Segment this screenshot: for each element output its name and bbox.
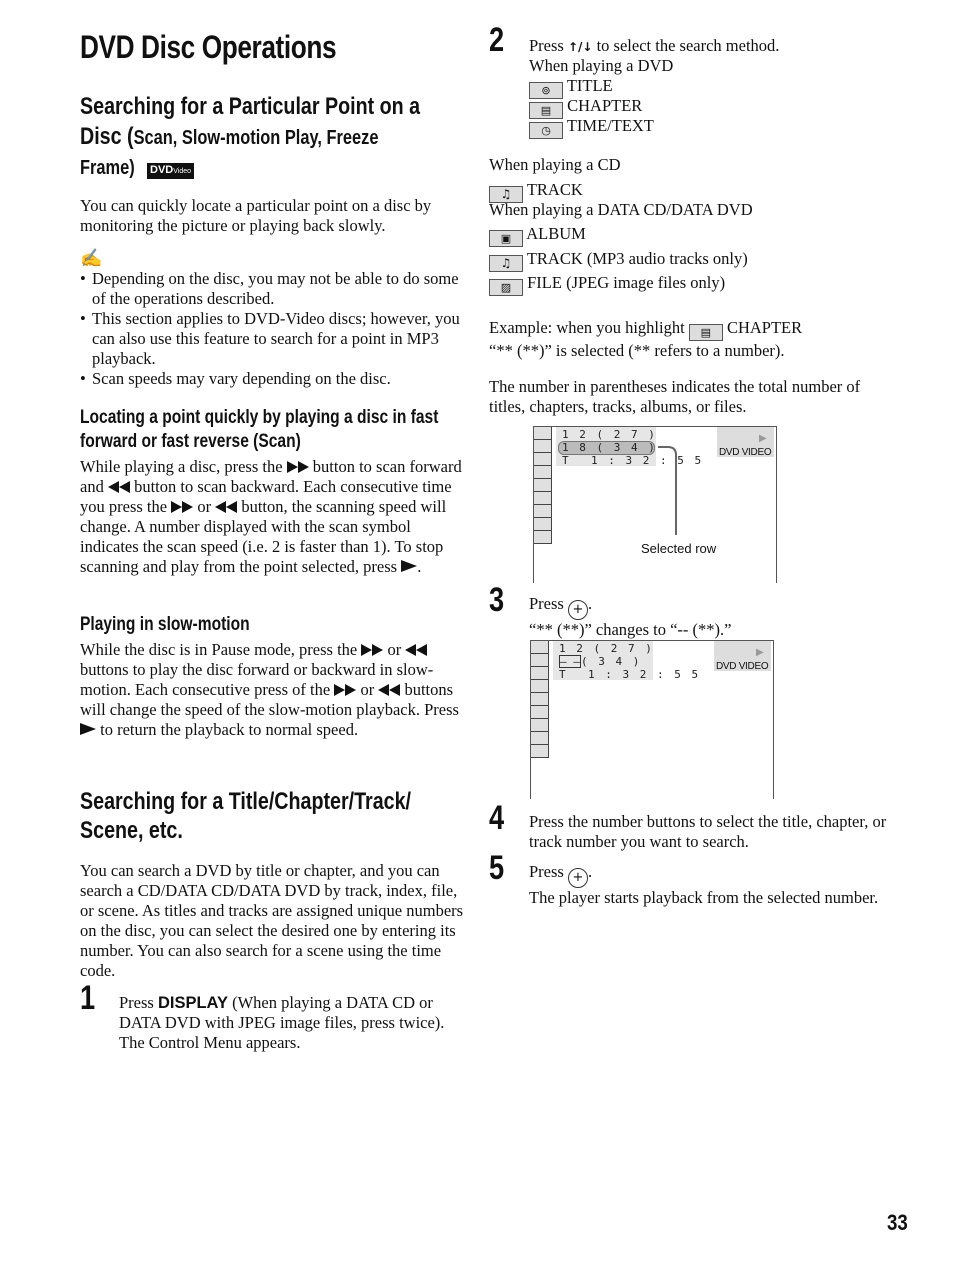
section1-intro: You can quickly locate a particular point on a disc by monitoring the picture or playing back slowly. xyxy=(80,196,432,235)
control-menu-screen-2 xyxy=(530,640,774,799)
selected-row-callout: Selected row xyxy=(641,541,717,556)
step2-line1: Press ↑/↓ to select the search method. xyxy=(529,36,780,55)
osd-chapter-row: ( 3 4 ) xyxy=(581,655,642,668)
list-item: TRACK (MP3 audio tracks only) xyxy=(526,249,748,268)
note-icon: ✍ xyxy=(80,248,103,268)
disc-type-label: DVD VIDEO xyxy=(716,661,769,672)
example-text: Example: when you highlight ▤ CHAPTER “** (**)” is selected (** refers to a number). xyxy=(489,318,803,360)
osd-input-dash: – – xyxy=(560,655,580,668)
slow-heading: Playing in slow-motion xyxy=(80,614,250,635)
section1-title-line2 xyxy=(80,122,378,153)
dvd-items xyxy=(529,76,889,136)
enter-button-icon: + xyxy=(568,868,588,888)
list-item: TRACK xyxy=(526,180,583,199)
slow-forward-icon xyxy=(361,644,383,656)
time-text-icon: ◷ xyxy=(529,122,563,139)
list-item: TITLE xyxy=(566,76,613,95)
cd-label: When playing a CD xyxy=(489,155,621,174)
chapter-icon: ▤ xyxy=(689,324,723,341)
chapter-icon: ▤ xyxy=(529,102,563,119)
data-label: When playing a DATA CD/DATA DVD xyxy=(489,200,753,219)
dvd-video-badge: DVDVideo xyxy=(147,160,194,180)
osd-title-row: 1 2 ( 2 7 ) xyxy=(559,642,654,655)
list-item: • Scan speeds may vary depending on the disc. xyxy=(80,369,465,389)
slow-paragraph: While the disc is in Pause mode, press the or buttons to play the disc forward or backward in slow-motion. Each consecutive press of the or buttons will change the speed of the slow-motion playback. Press to return the playback to normal speed. xyxy=(80,640,459,739)
fast-reverse-icon xyxy=(215,501,237,513)
list-item: TIME/TEXT xyxy=(566,116,654,135)
play-status-icon: ▶ xyxy=(759,433,767,444)
section1-title-line3 xyxy=(80,152,135,183)
list-item: • This section applies to DVD-Video discs; however, you can also use this feature to search for a point in MP3 playback. xyxy=(80,309,465,369)
slow-reverse-icon xyxy=(405,644,427,656)
step1-number: 1 xyxy=(80,979,96,1017)
play-icon xyxy=(80,723,96,735)
dvd-label: When playing a DVD xyxy=(529,56,674,75)
slow-forward-icon xyxy=(334,684,356,696)
callout-line xyxy=(534,427,776,583)
osd-chapter-row: 1 8 ( 3 4 ) xyxy=(562,441,657,454)
scan-heading: Locating a point quickly by playing a disc in fast forward or fast reverse (Scan) xyxy=(80,407,439,452)
slow-reverse-icon xyxy=(378,684,400,696)
list-item: ALBUM xyxy=(526,224,586,243)
title-icon: ⊚ xyxy=(529,82,563,99)
enter-button-icon: + xyxy=(568,600,588,620)
step5-text: Press + . The player starts playback from the selected number. xyxy=(529,862,879,907)
step5-number: 5 xyxy=(489,849,505,887)
track-icon: ♫ xyxy=(489,186,523,203)
paren-note: The number in parentheses indicates the total number of titles, chapters, tracks, albums, or files. xyxy=(489,377,861,416)
track-icon: ♫ xyxy=(489,255,523,272)
osd-time: 1 : 3 2 : 5 5 xyxy=(588,668,701,681)
scan-paragraph: While playing a disc, press the button to scan forward and button to scan backward. Each consecutive time you press the or button, the scanning speed will change. A number displayed with the scan symbol indicates the scan speed (i.e. 2 is faster than 1). To stop scanning and play from the point selected, press . xyxy=(80,457,462,576)
fast-reverse-icon xyxy=(108,481,130,493)
step3-number: 3 xyxy=(489,581,505,619)
up-down-arrow-icon: ↑/↓ xyxy=(567,40,593,54)
section1-title-sub2: Frame) xyxy=(80,157,135,179)
section1-title-disc: Disc ( xyxy=(80,123,134,150)
step4-number: 4 xyxy=(489,799,505,837)
file-icon: ▨ xyxy=(489,279,523,296)
step1-text: Press DISPLAY (When playing a DATA CD or DATA DVD with JPEG image files, press twice). The Control Menu appears. xyxy=(119,993,445,1052)
osd-title-row: 1 2 ( 2 7 ) xyxy=(562,428,657,441)
play-icon xyxy=(401,560,417,572)
note-bullets xyxy=(80,269,465,389)
section1-title-main: Searching for a Particular Point on a xyxy=(80,93,421,120)
album-icon: ▣ xyxy=(489,230,523,247)
osd-time-label: T xyxy=(559,668,568,681)
fast-forward-icon xyxy=(287,461,309,473)
play-status-icon: ▶ xyxy=(756,647,764,658)
section1-title-sub1: Scan, Slow-motion Play, Freeze xyxy=(133,127,379,149)
disc-type-label: DVD VIDEO xyxy=(719,447,772,458)
section2-title-line1: Searching for a Title/Chapter/Track/ xyxy=(80,788,412,815)
control-menu-screen-1 xyxy=(533,426,777,583)
section1-title xyxy=(80,92,420,122)
data-items xyxy=(489,224,889,297)
display-button-label: DISPLAY xyxy=(157,994,228,1012)
page-number: 33 xyxy=(887,1210,908,1235)
list-item: • Depending on the disc, you may not be able to do some of the operations described. xyxy=(80,269,465,309)
step3-text: Press + . “** (**)” changes to “-- (**).” xyxy=(529,594,732,639)
osd-time-label: T xyxy=(562,454,571,467)
list-item: CHAPTER xyxy=(567,96,643,115)
menu-icon-column xyxy=(531,641,549,758)
list-item: FILE (JPEG image files only) xyxy=(527,273,726,292)
page-title: DVD Disc Operations xyxy=(80,29,337,65)
fast-forward-icon xyxy=(171,501,193,513)
step2-number: 2 xyxy=(489,21,505,59)
section2-title-line2: Scene, etc. xyxy=(80,817,183,844)
section2-intro: You can search a DVD by title or chapter, and you can search a CD/DATA CD/DATA DVD by track, index, file, or scene. As titles and tracks are assigned unique numbers on the disc, you can select the desired one by entering its number. You can also search for a scene using the time code. xyxy=(80,861,464,980)
step4-text: Press the number buttons to select the title, chapter, or track number you want to search. xyxy=(529,812,887,851)
osd-time: 1 : 3 2 : 5 5 xyxy=(591,454,704,467)
